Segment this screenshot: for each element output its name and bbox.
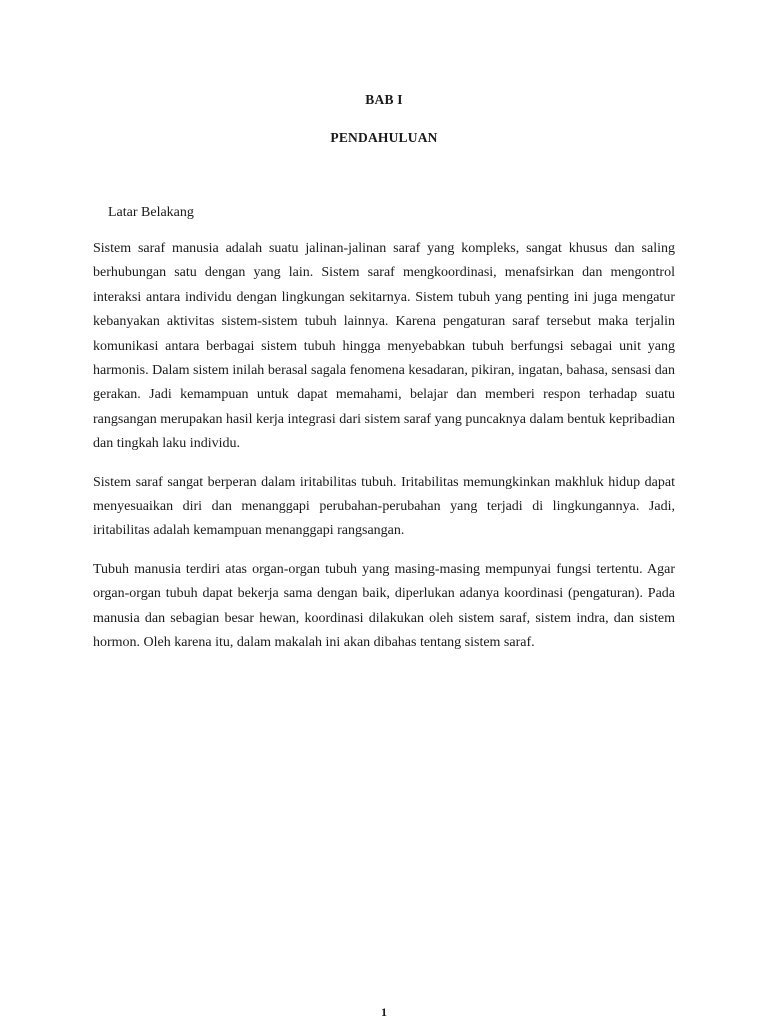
paragraph-2: Sistem saraf sangat berperan dalam iritabilitas tubuh. Iritabilitas memungkinkan makhluk hidup dapat menyesuaikan diri dan menanggapi perubahan-perubahan yang terjadi di lingkungannya. Jadi, iritabilitas adalah kemampuan menanggapi rangsangan. [93, 474, 675, 539]
paragraph-3: Tubuh manusia terdiri atas organ-organ tubuh yang masing-masing mempunyai fungsi tertentu. Agar organ-organ tubuh dapat bekerja sama dengan baik, diperlukan adanya koordinasi (pengaturan). Pada manusia dan sebagian besar hewan, koordinasi dilakukan oleh sistem saraf, sistem indra, dan sistem hormon. Oleh karena itu, dalam makalah ini akan dibahas tentang sistem saraf. [93, 561, 675, 651]
body-text [93, 237, 675, 670]
paragraph-1: Sistem saraf manusia adalah suatu jalinan-jalinan saraf yang kompleks, sangat khusus dan saling berhubungan satu dengan yang lain. Sistem saraf mengkoordinasi, menafsirkan dan mengontrol interaksi antara individu dengan lingkungan sekitarnya. Sistem tubuh yang penting ini juga mengatur kebanyakan aktivitas sistem-sistem tubuh lainnya. Karena pengaturan saraf tersebut maka terjalin komunikasi antara berbagai sistem tubuh hingga menyebabkan tubuh berfungsi sebagai unit yang harmonis. Dalam sistem inilah berasal sagala fenomena kesadaran, pikiran, ingatan, bahasa, sensasi dan gerakan. Jadi kemampuan untuk dapat memahami, belajar dan memberi respon terhadap suatu rangsangan merupakan hasil kerja integrasi dari sistem saraf yang puncaknya dalam bentuk kepribadian dan tingkah laku individu. [93, 241, 675, 452]
section-heading: Latar Belakang [108, 205, 194, 220]
page-number: 1 [381, 1005, 387, 1019]
chapter-number: BAB I [365, 92, 403, 107]
chapter-title: PENDAHULUAN [330, 130, 438, 145]
